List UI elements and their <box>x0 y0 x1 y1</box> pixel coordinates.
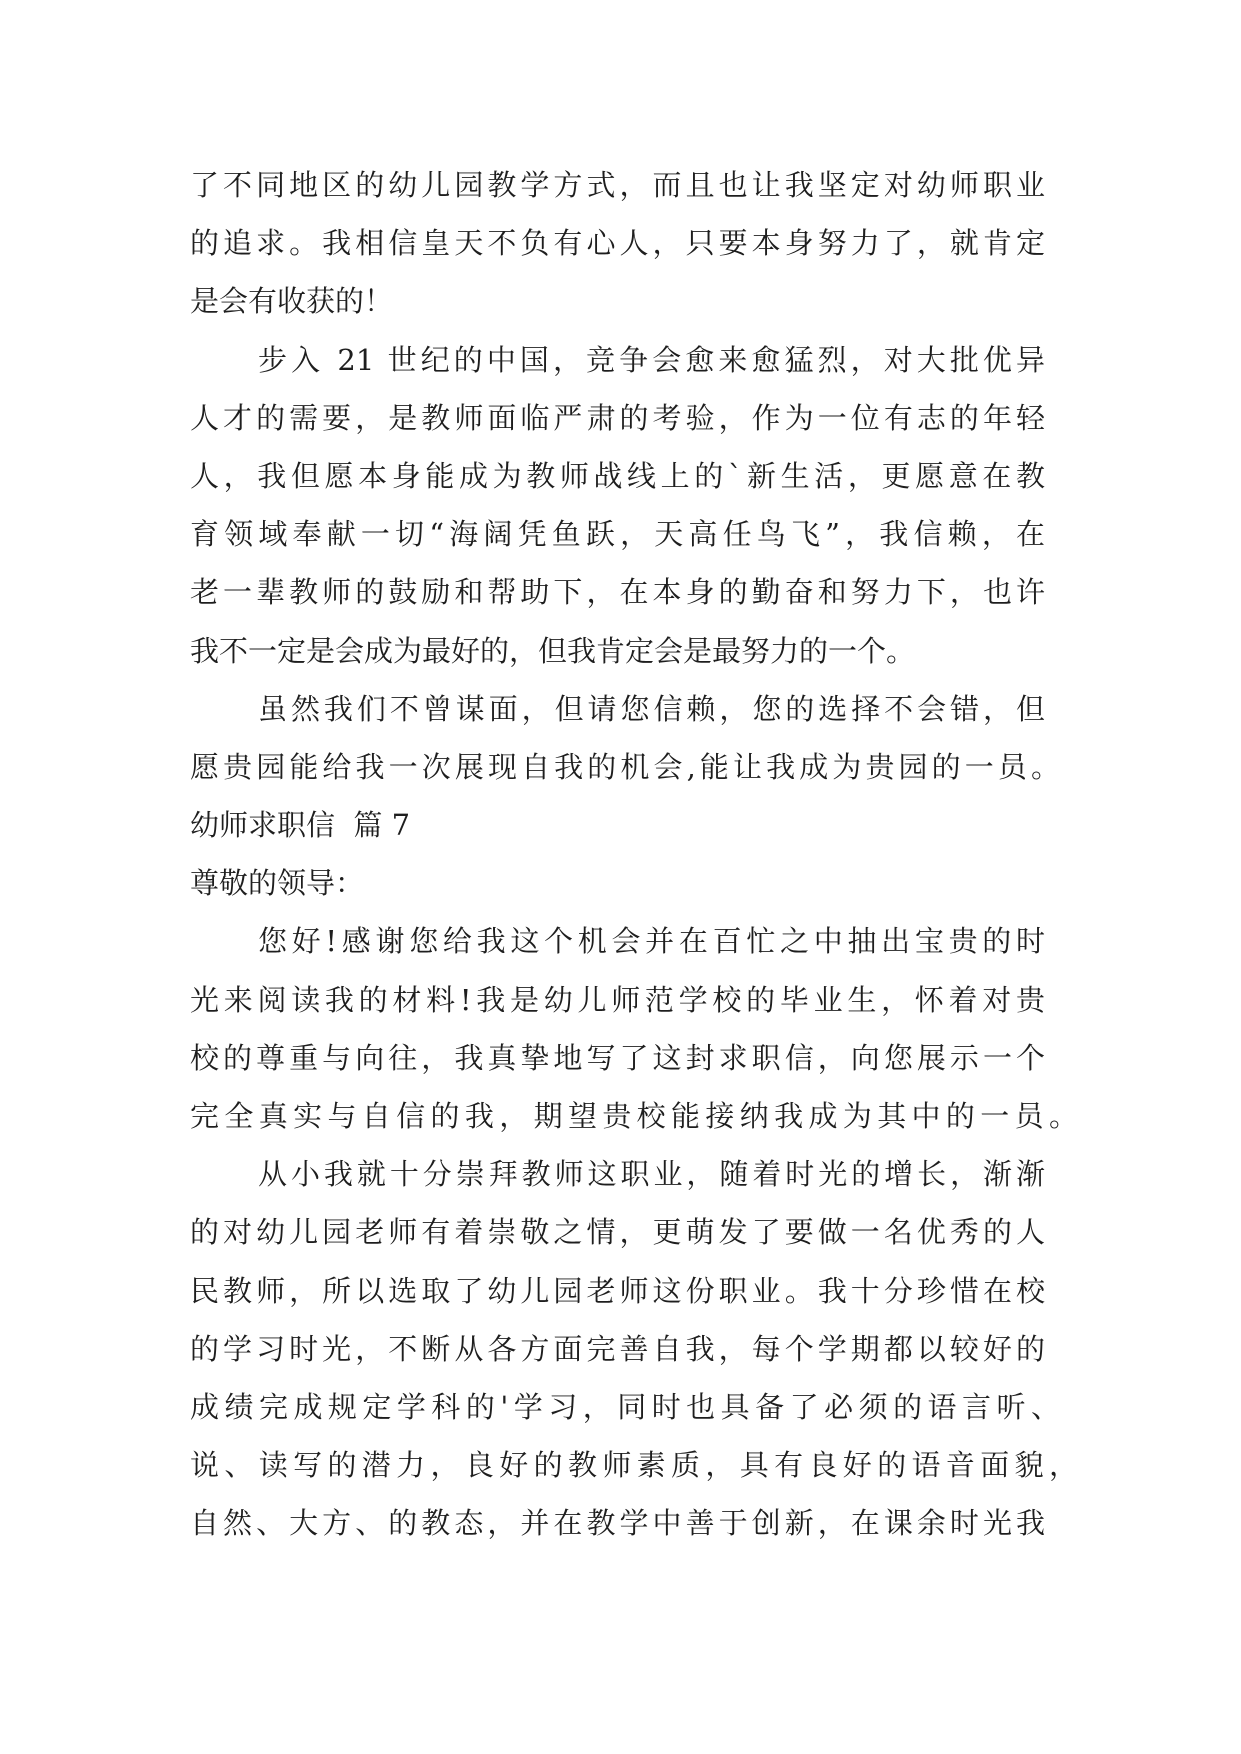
text-line: 民教师，所以选取了幼儿园老师这份职业。我十分珍惜在校 <box>190 1273 1045 1308</box>
text-line: 我不一定是会成为最好的，但我肯定会是最努力的一个。 <box>190 633 916 668</box>
text-line: 的学习时光，不断从各方面完善自我，每个学期都以较好的 <box>190 1331 1045 1366</box>
salutation: 尊敬的领导： <box>190 866 365 901</box>
document-body <box>190 156 1078 1553</box>
text-line: 老一辈教师的鼓励和帮助下，在本身的勤奋和努力下，也许 <box>190 575 1045 610</box>
text-line: 的对幼儿园老师有着崇敬之情，更萌发了要做一名优秀的人 <box>190 1215 1045 1250</box>
text-line: 的追求。我相信皇天不负有心人，只要本身努力了，就肯定 <box>190 226 1045 261</box>
text-line: 您好!感谢您给我这个机会并在百忙之中抽出宝贵的时 <box>258 924 1045 959</box>
paragraph <box>190 1145 1078 1552</box>
text-line: 愿贵园能给我一次展现自我的机会,能让我成为贵园的一员。 <box>190 749 1060 784</box>
text-line: 光来阅读我的材料!我是幼儿师范学校的毕业生，怀着对贵 <box>190 982 1045 1017</box>
text-line: 自然、大方、的教态，并在教学中善于创新，在课余时光我 <box>190 1506 1045 1541</box>
text-line: 人，我但愿本身能成为教师战线上的`新生活，更愿意在教 <box>190 458 1045 493</box>
text-line: 成绩完成规定学科的'学习，同时也具备了必须的语言听、 <box>190 1389 1060 1424</box>
paragraph <box>190 912 1078 1145</box>
text-line: 虽然我们不曾谋面，但请您信赖，您的选择不会错，但 <box>258 691 1045 726</box>
text-line: 是会有收获的！ <box>190 284 394 319</box>
letter-title: 幼师求职信 篇 7 <box>190 808 411 843</box>
text-line: 说、读写的潜力，良好的教师素质，具有良好的语音面貌， <box>190 1448 1078 1483</box>
text-line: 完全真实与自信的我，期望贵校能接纳我成为其中的一员。 <box>190 1099 1078 1133</box>
paragraph <box>190 680 1060 796</box>
text-line: 校的尊重与向往，我真挚地写了这封求职信，向您展示一个 <box>190 1040 1045 1075</box>
text-line: 从小我就十分崇拜教师这职业，随着时光的增长，渐渐 <box>258 1157 1045 1192</box>
text-line: 了不同地区的幼儿园教学方式，而且也让我坚定对幼师职业 <box>190 168 1045 202</box>
text-line: 育领域奉献一切“海阔凭鱼跃，天高任鸟飞”，我信赖，在 <box>190 517 1045 552</box>
paragraph <box>190 331 1045 680</box>
paragraph <box>190 156 1045 331</box>
text-line: 步入 21 世纪的中国，竞争会愈来愈猛烈，对大批优异 <box>258 342 1045 377</box>
text-line: 人才的需要，是教师面临严肃的考验，作为一位有志的年轻 <box>190 400 1045 435</box>
